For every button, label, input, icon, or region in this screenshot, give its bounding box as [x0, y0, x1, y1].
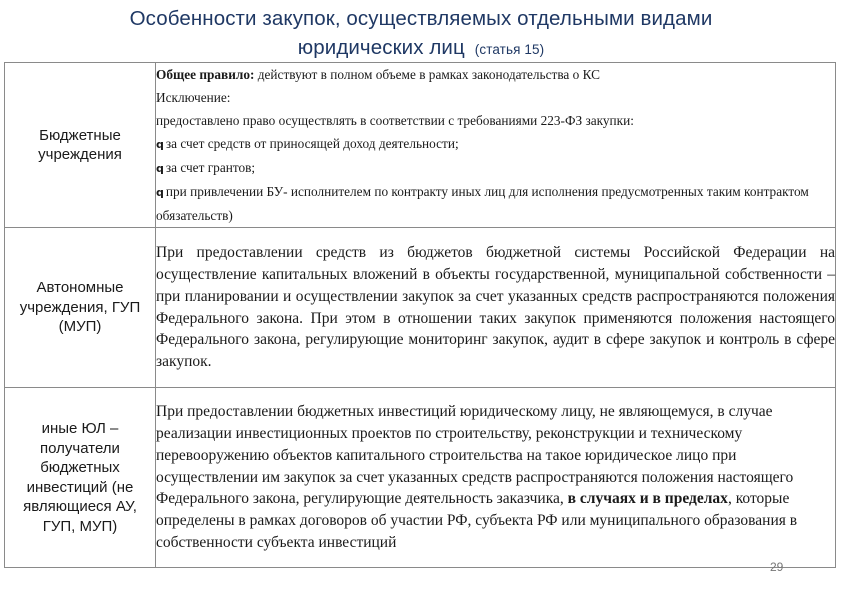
text-before: При предоставлении бюджетных инвестиций юридическому лицу, не являющемуся, в случае реализации инвестиционных проектов по строительству, реконструкции и техническому перевооружению объектов капитального строительства на такое юридическое лицо при осуществлении им закупок за счет указанных средств распространяются положения настоящего Федерального закона, регулирующие деятельность заказчика, [156, 403, 794, 508]
list-item: q за счет грантов; [156, 156, 835, 180]
table-row [5, 63, 836, 228]
text-after: , которые определены в рамках договоров об участии РФ, субъекта РФ или муниципального образования в собственности субъекта инвестиций [156, 490, 798, 551]
row-label: иные ЮЛ – получатели бюджетных инвестиций (не являющиеся АУ, ГУП, МУП) [5, 388, 156, 568]
row-content: При предоставлении средств из бюджетов бюджетной системы Российской Федерации на осуществление капитальных вложений в объекты государственной, муниципальной собственности – при планировании и осуществлении закупок за счет указанных средств распространяются положения Федерального закона. При этом в отношении таких закупок применяются положения настоящего Федерального закона, регулирующие мониторинг закупок, аудит в сфере закупок и контроль в сфере закупок. [156, 228, 836, 388]
title-main: юридических лиц [297, 36, 465, 59]
exception-label: Исключение: [156, 90, 231, 105]
general-rule [156, 63, 835, 86]
table-row [5, 388, 836, 568]
article-ref: (статья 15) [474, 42, 545, 57]
exception-intro: предоставлено право осуществлять в соответствии с требованиями 223-ФЗ закупки: [156, 113, 634, 128]
list-item: q за счет средств от приносящей доход деятельности; [156, 132, 835, 156]
list-item: q при привлечении БУ- исполнителем по контракту иных лиц для исполнения предусмотренных таким контрактом обязательств) [156, 180, 835, 227]
procurement-table [4, 62, 836, 568]
general-rule-label: Общее правило: [156, 67, 255, 82]
row-content [156, 63, 836, 228]
general-rule-text: действуют в полном объеме в рамках законодательства о КС [254, 67, 601, 82]
page-number: 29 [770, 560, 784, 574]
title-line-2 [0, 33, 842, 64]
row-label: Бюджетные учреждения [5, 63, 156, 228]
row-content [156, 388, 836, 568]
page-title [0, 4, 842, 64]
row-label: Автономные учреждения, ГУП (МУП) [5, 228, 156, 388]
title-line-1: Особенности закупок, осуществляемых отдельными видами [129, 7, 713, 30]
table-row [5, 228, 836, 388]
text-bold: в случаях и в пределах [567, 490, 728, 508]
